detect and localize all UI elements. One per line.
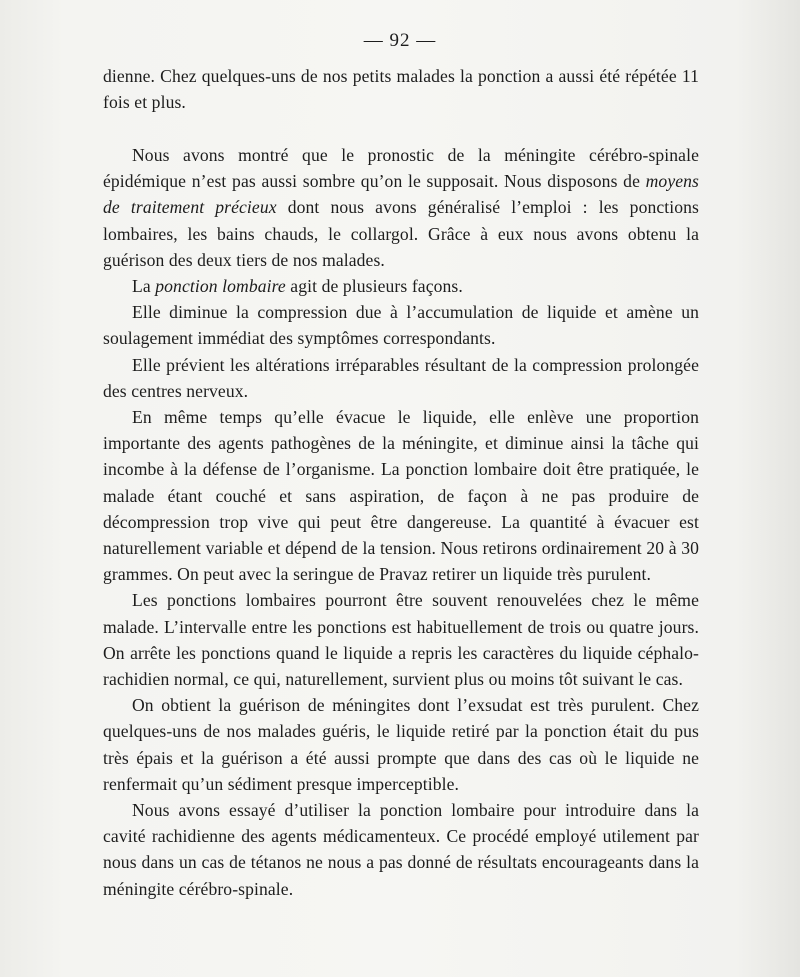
text-run: agit de plusieurs façons. xyxy=(285,276,463,297)
paragraph xyxy=(103,587,699,692)
text-run: En même temps qu’elle évacue le liquide, elle enlève une proportion importante des agents pathogènes de la méningite, et diminue ainsi la tâche qui incombe à la défense de l’organisme. La ponction lombaire doit être pratiquée, le malade étant couché et sans aspiration, de façon à ne pas produire de décompression trop vive qui peut être dangereuse. La quantité à évacuer est naturellement variable et dépend de la tension. Nous retirons ordinairement 20 à 30 grammes. On peut avec la seringue de Pravaz retirer un liquide très purulent. xyxy=(103,407,699,585)
italic-text: ponction lombaire xyxy=(155,276,286,297)
paragraph xyxy=(103,299,699,351)
paragraph xyxy=(103,692,699,797)
paragraph xyxy=(103,273,699,299)
paragraph xyxy=(103,142,699,273)
paragraph xyxy=(103,797,699,902)
page-number: — 92 — xyxy=(363,30,437,51)
italic-text: moyens de traitement précieux xyxy=(103,171,699,218)
opening-text xyxy=(103,63,699,115)
text-run: dienne. Chez quelques-uns de nos petits malades la ponction a aussi été répétée 11 fois et plus. xyxy=(103,66,699,113)
text-run: Nous avons essayé d’utiliser la ponction lombaire pour introduire dans la cavité rachidienne des agents médicamenteux. Ce procédé employé utilement par nous dans un cas de tétanos ne nous a pas donné de résultats encourageants dans la méningite cérébro-spinale. xyxy=(103,800,699,899)
text-run: Elle diminue la compression due à l’accumulation de liquide et amène un soulagement immédiat des symptômes correspondants. xyxy=(103,302,699,349)
text-run: Elle prévient les altérations irréparables résultant de la compression prolongée des centres nerveux. xyxy=(103,354,699,401)
paragraph xyxy=(103,63,699,115)
paragraph xyxy=(103,352,699,404)
text-run: La xyxy=(132,276,156,297)
paragraph xyxy=(103,404,699,587)
body-text xyxy=(103,142,699,902)
text-run: Nous avons montré que le pronostic de la méningite cérébro-spinale épidémique n’est pas aussi sombre qu’on le supposait. Nous disposons de xyxy=(103,145,699,192)
text-run: Les ponctions lombaires pourront être souvent renouvelées chez le même malade. L’intervalle entre les ponctions est habituellement de trois ou quatre jours. On arrête les ponctions quand le liquide a repris les caractères du liquide céphalo-rachidien normal, ce qui, naturellement, survient plus ou moins tôt suivant le cas. xyxy=(103,590,699,690)
text-run: On obtient la guérison de méningites dont l’exsudat est très purulent. Chez quelques-uns de nos malades guéris, le liquide retiré par la ponction était du pus très épais et la guérison a été aussi prompte que dans des cas où le liquide ne renfermait qu’un sédiment presque imperceptible. xyxy=(103,695,699,794)
text-run: dont nous avons généralisé l’emploi : les ponctions lombaires, les bains chauds, le collargol. Grâce à eux nous avons obtenu la guérison des deux tiers de nos malades. xyxy=(103,197,699,270)
